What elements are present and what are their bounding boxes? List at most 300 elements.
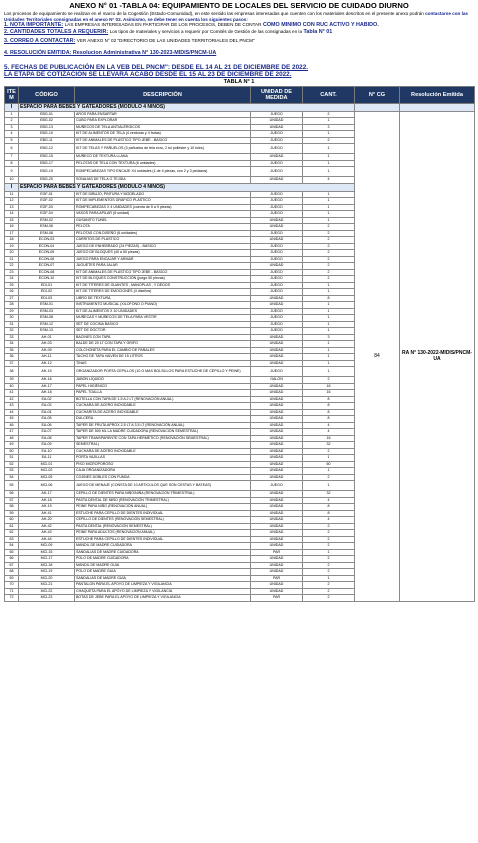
cell-item: 34 bbox=[5, 341, 19, 348]
cell-unidad: PAR bbox=[251, 595, 303, 602]
cell-cant: 1 bbox=[303, 282, 355, 289]
intro-paragraph bbox=[4, 11, 474, 22]
cell-descripcion: PEINE PARA NIÑO (RENOVACIÓN ANUAL) bbox=[75, 504, 251, 511]
header-unidad: UNIDAD DE MEDIDA bbox=[251, 86, 303, 103]
cell-cant: 1 bbox=[303, 347, 355, 354]
cell-unidad: UNIDAD bbox=[251, 237, 303, 244]
cell-codigo: MCI-01 bbox=[19, 461, 75, 468]
cell-unidad: JUEGO bbox=[251, 308, 303, 315]
cell-descripcion: SEMESTRAL) bbox=[75, 442, 251, 449]
cell-cant: 2 bbox=[303, 474, 355, 481]
cell-codigo: MCI-17 bbox=[19, 556, 75, 563]
section-1-label: 1. NOTA IMPORTANTE: bbox=[4, 22, 64, 29]
cell-descripcion: BALDE DE 20 LT CON TAPA Y GRIFO bbox=[75, 341, 251, 348]
cell-item: 36 bbox=[5, 354, 19, 361]
cell-descripcion: KIT DE TÍTERES DE EMOCIONES (4 diseños) bbox=[75, 289, 251, 296]
cell-cant: 32 bbox=[303, 442, 355, 449]
cell-descripcion: CUBO PARA EXPLORAR bbox=[75, 118, 251, 125]
cell-codigo: MCI-21 bbox=[19, 582, 75, 589]
cell-descripcion: PASTA DENTAL DE NIÑO (RENOVACIÓN TRIMESTRAL) bbox=[75, 497, 251, 504]
cell-cant: 2 bbox=[303, 111, 355, 118]
cell-codigo: ESM-03 bbox=[19, 308, 75, 315]
cell-codigo: EBG-20 bbox=[19, 177, 75, 184]
cell-cant: 2 bbox=[303, 256, 355, 263]
cell-descripcion: INSTRUMENTO MUSICAL (XILOFONO O PIANO) bbox=[75, 302, 251, 309]
cell-descripcion: BOTAS DE JEBE PARA EL APOYO DE LIMPIEZA Y VIGILANCIA bbox=[75, 595, 251, 602]
cell-codigo: AH-18 bbox=[19, 497, 75, 504]
cell-codigo: MCI-09 bbox=[19, 543, 75, 550]
cell-unidad: UNIDAD bbox=[251, 562, 303, 569]
table-body bbox=[5, 103, 475, 601]
section-2-bold: Tabla N° 01 bbox=[303, 28, 333, 35]
cell-cant: 1 bbox=[303, 308, 355, 315]
cell-cant: 16 bbox=[303, 435, 355, 442]
cell-codigo: EBG-12 bbox=[19, 144, 75, 154]
cell-unidad: UNIDAD bbox=[251, 435, 303, 442]
cell-unidad: UNIDAD bbox=[251, 461, 303, 468]
cell-descripcion: MUÑECOS DE TELA ANTIALÉRGICOS bbox=[75, 124, 251, 131]
cell-unidad: UNIDAD bbox=[251, 154, 303, 161]
cell-cant: 1 bbox=[303, 167, 355, 177]
cell-cant: 2 bbox=[303, 237, 355, 244]
cell-item: 2 bbox=[5, 118, 19, 125]
cell-descripcion: BACINES CON TAPA bbox=[75, 334, 251, 341]
cell-codigo: EA-08 bbox=[19, 435, 75, 442]
cell-codigo: MCI-22 bbox=[19, 588, 75, 595]
cell-item: 37 bbox=[5, 360, 19, 367]
cell-item: 16 bbox=[5, 224, 19, 231]
group-label: ESPACIO PARA BEBÉS Y GATEADORES (MODULO 4 NIÑOS) bbox=[19, 103, 355, 111]
table-header-row bbox=[5, 86, 475, 103]
cell-codigo: MCI-05 bbox=[19, 474, 75, 481]
cell-unidad: JUEGO bbox=[251, 276, 303, 283]
cell-descripcion: KIT DE DIBUJO, PINTURA Y MODELADO bbox=[75, 191, 251, 198]
cell-item: 11 bbox=[5, 191, 19, 198]
cell-item: 50 bbox=[5, 448, 19, 455]
cell-cant: 1 bbox=[303, 328, 355, 335]
cell-cant: 2 bbox=[303, 224, 355, 231]
cell-unidad: JUEGO bbox=[251, 256, 303, 263]
section-1-bold: COMO MINIMO CON RUC ACTIVO Y HABIDO. bbox=[262, 22, 379, 29]
cell-cant: 1 bbox=[303, 204, 355, 211]
cell-cant: 1 bbox=[303, 198, 355, 205]
cell-descripcion: CARRITOS DE PLÁSTICO bbox=[75, 237, 251, 244]
cell-item: 46 bbox=[5, 422, 19, 429]
cell-codigo: ECON-06 bbox=[19, 256, 75, 263]
cell-cant: 4 bbox=[303, 517, 355, 524]
cell-descripcion: AROS PARA ENSARTAR bbox=[75, 111, 251, 118]
cell-item: 23 bbox=[5, 269, 19, 276]
cell-unidad: JUEGO bbox=[251, 111, 303, 118]
cell-unidad: JUEGO bbox=[251, 321, 303, 328]
cell-item: 49 bbox=[5, 442, 19, 449]
intro-bold: contactarse con las Unidades Territoriales consignadas en el anexo N° 02. Asimismo, se debe tener en cuenta los siguientes pasos: bbox=[4, 11, 468, 22]
cell-unidad: JUEGO bbox=[251, 250, 303, 257]
cell-descripcion: DULCERA bbox=[75, 416, 251, 423]
header-resolucion: Resolución Emitida bbox=[400, 86, 475, 103]
cell-item: 55 bbox=[5, 481, 19, 491]
cell-cant: 16 bbox=[303, 383, 355, 390]
cell-cant: 1 bbox=[303, 131, 355, 138]
cell-descripcion: SONAJAS DE TELA O TEJIDA bbox=[75, 177, 251, 184]
cell-cant: 16 bbox=[303, 390, 355, 397]
cell-item: 39 bbox=[5, 377, 19, 384]
cell-codigo: MCI-20 bbox=[19, 575, 75, 582]
cell-unidad: UNIDAD bbox=[251, 224, 303, 231]
group-item: I bbox=[5, 183, 19, 191]
cell-item: 5 bbox=[5, 137, 19, 144]
cell-item: 62 bbox=[5, 530, 19, 537]
cell-item: 6 bbox=[5, 144, 19, 154]
cell-codigo: EA-06 bbox=[19, 422, 75, 429]
document-title: ANEXO N° 01 -TABLA 04: EQUIPAMIENTO DE LOCALES DEL SERVICIO DE CUIDADO DIURNO bbox=[69, 1, 409, 10]
cell-codigo: AH-01 bbox=[19, 334, 75, 341]
cell-cant: 2 bbox=[303, 243, 355, 250]
cell-descripcion: KIT DE BLOQUES CONSTRUCCIÓN (juego 50 piezas) bbox=[75, 276, 251, 283]
cell-unidad: UNIDAD bbox=[251, 569, 303, 576]
cell-unidad: UNIDAD bbox=[251, 334, 303, 341]
cell-cant: 4 bbox=[303, 497, 355, 504]
cell-cant: 4 bbox=[303, 177, 355, 184]
cell-cant: 4 bbox=[303, 422, 355, 429]
cell-codigo: MCI-15 bbox=[19, 549, 75, 556]
cell-codigo: MCI-23 bbox=[19, 595, 75, 602]
cell-descripcion: SANDALIAS DE MADRE CUIDADORA bbox=[75, 549, 251, 556]
cell-codigo: EGF-02 bbox=[19, 198, 75, 205]
cell-item: 41 bbox=[5, 390, 19, 397]
cell-cant: 2 bbox=[303, 523, 355, 530]
cell-descripcion: CHAQUETA PARA EL APOYO DE LIMPIEZA Y VIGILANCIA bbox=[75, 588, 251, 595]
cell-cant: 2 bbox=[303, 276, 355, 283]
cell-codigo: ECON-07 bbox=[19, 263, 75, 270]
cell-descripcion: KIT DE TELAS Y PAÑUELOS (3 pañuelos de tela ecru, 2 tul poliéster y 10 tules) bbox=[75, 144, 251, 154]
header-item: ITE M bbox=[5, 86, 19, 103]
cell-codigo: ECON-08 bbox=[19, 269, 75, 276]
cell-descripcion: TINAS bbox=[75, 360, 251, 367]
cell-unidad: UNIDAD bbox=[251, 556, 303, 563]
cell-item: 4 bbox=[5, 131, 19, 138]
cell-cant: 8 bbox=[303, 295, 355, 302]
cell-unidad: JUEGO bbox=[251, 131, 303, 138]
cell-item: 52 bbox=[5, 461, 19, 468]
cell-item: 15 bbox=[5, 217, 19, 224]
cell-cant: 1 bbox=[303, 455, 355, 462]
cell-cant: 1 bbox=[303, 211, 355, 218]
cell-unidad: UNIDAD bbox=[251, 491, 303, 498]
cell-codigo: ECON-05 bbox=[19, 250, 75, 257]
cell-descripcion: TAPER TRANSPARENTE CON TAPA HERMÉTICO (RENOVACIÓN SEMESTRAL) bbox=[75, 435, 251, 442]
cell-item: 33 bbox=[5, 334, 19, 341]
cell-unidad: UNIDAD bbox=[251, 543, 303, 550]
group-row bbox=[5, 103, 475, 111]
cell-item: 7 bbox=[5, 154, 19, 161]
cell-descripcion: ORGANIZADOR PORTA CEPILLOS (10 O MAS BOLSILLOS PARA ESTUCHE DE CEPILLO Y PEINE) bbox=[75, 367, 251, 377]
cell-item: 19 bbox=[5, 243, 19, 250]
cell-unidad: JUEGO bbox=[251, 481, 303, 491]
cell-cant: 1 bbox=[303, 302, 355, 309]
cell-cant: 1 bbox=[303, 154, 355, 161]
cell-codigo: MCI-18 bbox=[19, 562, 75, 569]
cell-unidad: UNIDAD bbox=[251, 177, 303, 184]
cell-unidad: UNIDAD bbox=[251, 504, 303, 511]
cell-item: 66 bbox=[5, 556, 19, 563]
cell-item: 30 bbox=[5, 315, 19, 322]
cell-codigo: EDI-02 bbox=[19, 289, 75, 296]
cell-item: 51 bbox=[5, 455, 19, 462]
cell-unidad: UNIDAD bbox=[251, 416, 303, 423]
cell-cant: 8 bbox=[303, 504, 355, 511]
header-cant: CANT. bbox=[303, 86, 355, 103]
cell-descripcion: KIT DE ANIMALES DE PLÁSTICO TIPO JEBE - BÁSICO bbox=[75, 137, 251, 144]
cell-cant: 1 bbox=[303, 118, 355, 125]
cell-codigo: ECON-03 bbox=[19, 237, 75, 244]
cell-descripcion: KIT DE TÍTERES DE GUANTES , MANOPLAS , Y DEDOS bbox=[75, 282, 251, 289]
cell-item: 59 bbox=[5, 510, 19, 517]
group-resolucion bbox=[400, 103, 475, 111]
cell-item: 25 bbox=[5, 282, 19, 289]
cell-unidad: UNIDAD bbox=[251, 455, 303, 462]
cell-codigo: AH-11 bbox=[19, 354, 75, 361]
cell-unidad: JUEGO bbox=[251, 328, 303, 335]
header-codigo: CÓDIGO bbox=[19, 86, 75, 103]
cell-item: 43 bbox=[5, 403, 19, 410]
cell-item: 65 bbox=[5, 549, 19, 556]
cell-item: 40 bbox=[5, 383, 19, 390]
cell-cant: 1 bbox=[303, 360, 355, 367]
cell-descripcion: POLO DE MADRE CUIDADORA bbox=[75, 556, 251, 563]
cell-cant: 60 bbox=[303, 461, 355, 468]
cell-item: 70 bbox=[5, 582, 19, 589]
cell-unidad: UNIDAD bbox=[251, 497, 303, 504]
cell-descripcion: CUCHARA DE ACERO INOXIDABLE bbox=[75, 448, 251, 455]
cell-cant: 2 bbox=[303, 230, 355, 237]
cell-cant: 1 bbox=[303, 160, 355, 167]
cell-unidad: UNIDAD bbox=[251, 474, 303, 481]
cell-resolucion: RA N° 130-2022-MIDIS/PNCM-UA bbox=[400, 111, 475, 601]
cell-item: 71 bbox=[5, 588, 19, 595]
cell-unidad: JUEGO bbox=[251, 315, 303, 322]
section-2 bbox=[4, 29, 474, 35]
cell-cant: 2 bbox=[303, 595, 355, 602]
cell-cant: 8 bbox=[303, 396, 355, 403]
cell-codigo: EA-07 bbox=[19, 429, 75, 436]
cell-unidad: UNIDAD bbox=[251, 341, 303, 348]
section-5-line-1: 5. FECHAS DE PUBLICACIÓN EN LA VEB DEL PNCM": DESDE EL 14 AL 21 DE DICIEMBRE DE 2022. bbox=[4, 63, 309, 71]
cell-cant: 8 bbox=[303, 403, 355, 410]
cell-unidad: JUEGO bbox=[251, 167, 303, 177]
cell-item: 1 bbox=[5, 111, 19, 118]
cell-item: 57 bbox=[5, 497, 19, 504]
document-page bbox=[4, 1, 474, 602]
cell-unidad: UNIDAD bbox=[251, 510, 303, 517]
cell-cant: 3 bbox=[303, 124, 355, 131]
cell-codigo: ESM-01 bbox=[19, 302, 75, 309]
cell-ncg: 84 bbox=[355, 111, 400, 601]
cell-item: 58 bbox=[5, 504, 19, 511]
cell-codigo: EBG-10 bbox=[19, 131, 75, 138]
cell-unidad: UNIDAD bbox=[251, 302, 303, 309]
cell-unidad: JUEGO bbox=[251, 160, 303, 167]
cell-codigo: EA-02 bbox=[19, 396, 75, 403]
cell-unidad: UNIDAD bbox=[251, 409, 303, 416]
cell-codigo: ECON-04 bbox=[19, 243, 75, 250]
cell-item: 14 bbox=[5, 211, 19, 218]
cell-descripcion: PAPEL HIGIÉNICO bbox=[75, 383, 251, 390]
cell-unidad: JUEGO bbox=[251, 204, 303, 211]
cell-descripcion: KIT DE ALIMENTOS DE TELA (4 verduras y 4 frutas) bbox=[75, 131, 251, 138]
cell-item: 18 bbox=[5, 237, 19, 244]
cell-descripcion: PAPEL TOALLA bbox=[75, 390, 251, 397]
cell-item: 68 bbox=[5, 569, 19, 576]
cell-unidad: JUEGO bbox=[251, 211, 303, 218]
cell-descripcion: MANDIL DE MADRE GUIA bbox=[75, 562, 251, 569]
cell-codigo: MCI-02 bbox=[19, 468, 75, 475]
section-5 bbox=[4, 64, 474, 79]
cell-codigo: ESM-08 bbox=[19, 315, 75, 322]
cell-cant: 32 bbox=[303, 491, 355, 498]
cell-cant: 3 bbox=[303, 334, 355, 341]
cell-unidad: UNIDAD bbox=[251, 360, 303, 367]
section-3 bbox=[4, 38, 474, 44]
cell-item: 54 bbox=[5, 474, 19, 481]
cell-cant: 1 bbox=[303, 468, 355, 475]
cell-item: 17 bbox=[5, 230, 19, 237]
cell-cant: 1 bbox=[303, 217, 355, 224]
cell-cant: 2 bbox=[303, 543, 355, 550]
cell-descripcion: COLCHONETA PARA EL CAMBIO DE PAÑALES bbox=[75, 347, 251, 354]
cell-unidad: UNIDAD bbox=[251, 523, 303, 530]
cell-codigo: EGF-03 bbox=[19, 204, 75, 211]
cell-unidad: UNIDAD bbox=[251, 517, 303, 524]
cell-item: 42 bbox=[5, 396, 19, 403]
cell-unidad: UNIDAD bbox=[251, 124, 303, 131]
cell-unidad: UNIDAD bbox=[251, 588, 303, 595]
cell-codigo: ESM-08 bbox=[19, 230, 75, 237]
cell-unidad: JUEGO bbox=[251, 144, 303, 154]
cell-codigo: EBG-13 bbox=[19, 124, 75, 131]
cell-unidad: JUEGO bbox=[251, 230, 303, 237]
cell-codigo: AH-19 bbox=[19, 504, 75, 511]
cell-unidad: UNIDAD bbox=[251, 390, 303, 397]
cell-codigo: EA-11 bbox=[19, 455, 75, 462]
cell-codigo: AH-41 bbox=[19, 510, 75, 517]
cell-descripcion: GUSANITO TUNEL bbox=[75, 217, 251, 224]
cell-unidad: UNIDAD bbox=[251, 582, 303, 589]
group-ncg bbox=[355, 103, 400, 111]
cell-codigo: EA-03 bbox=[19, 403, 75, 410]
cell-cant: 2 bbox=[303, 588, 355, 595]
cell-unidad: PAR bbox=[251, 575, 303, 582]
cell-cant: 1 bbox=[303, 549, 355, 556]
cell-descripcion: KIT DE IMPLEMENTOS GRÁFICO PLÁSTICO bbox=[75, 198, 251, 205]
cell-cant: 1 bbox=[303, 315, 355, 322]
cell-unidad: UNIDAD bbox=[251, 403, 303, 410]
cell-codigo: ESM-13 bbox=[19, 328, 75, 335]
cell-descripcion: CUCHARA DE ACERO INOXIDABLE bbox=[75, 403, 251, 410]
cell-codigo: AH-09 bbox=[19, 347, 75, 354]
cell-descripcion: JUEGO PARA ENCAJAR Y ARMAR bbox=[75, 256, 251, 263]
cell-descripcion: SANDALIAS DE MADRE GUIA bbox=[75, 575, 251, 582]
cell-codigo: EA-04 bbox=[19, 409, 75, 416]
cell-unidad: UNIDAD bbox=[251, 295, 303, 302]
cell-descripcion: JUEGO DE MENAJE (CONSTA DE 10 ARTICULOS QUE SON CESTAS Y BATEAS) bbox=[75, 481, 251, 491]
cell-cant: 1 bbox=[303, 341, 355, 348]
cell-descripcion: PEINE PARA ADULTOS (RENOVACIÓN ANUAL) bbox=[75, 530, 251, 537]
header-ncg: N° CG bbox=[355, 86, 400, 103]
cell-descripcion: PELOTAS DE TELA CON TEXTURA (6 unidades) bbox=[75, 160, 251, 167]
cell-item: 56 bbox=[5, 491, 19, 498]
cell-codigo: MCI-06 bbox=[19, 481, 75, 491]
cell-unidad: JUEGO bbox=[251, 198, 303, 205]
cell-codigo: EDI-01 bbox=[19, 282, 75, 289]
cell-cant: 1 bbox=[303, 354, 355, 361]
cell-unidad: UNIDAD bbox=[251, 118, 303, 125]
cell-descripcion: PELOTAS CON DISEÑO (6 unidades) bbox=[75, 230, 251, 237]
cell-item: 63 bbox=[5, 536, 19, 543]
cell-unidad: UNIDAD bbox=[251, 217, 303, 224]
cell-cant: 4 bbox=[303, 429, 355, 436]
cell-cant: 8 bbox=[303, 416, 355, 423]
cell-unidad: JUEGO bbox=[251, 243, 303, 250]
cell-descripcion: SET DE COCINA BÁSICO bbox=[75, 321, 251, 328]
cell-unidad: UNIDAD bbox=[251, 468, 303, 475]
cell-codigo: EDI-03 bbox=[19, 295, 75, 302]
section-4: 4. RESOLUCIÓN EMITIDA: Resolucion Administrativa N° 130-2023-MIDIS/PNCM-UA bbox=[4, 50, 217, 57]
cell-unidad: JUEGO bbox=[251, 191, 303, 198]
cell-unidad: JUEGO bbox=[251, 282, 303, 289]
cell-item: 48 bbox=[5, 435, 19, 442]
cell-item: 24 bbox=[5, 276, 19, 283]
cell-descripcion: MANDIL DE MADRE CUIDADORA bbox=[75, 543, 251, 550]
cell-cant: 2 bbox=[303, 569, 355, 576]
cell-unidad: UNIDAD bbox=[251, 354, 303, 361]
cell-item: 61 bbox=[5, 523, 19, 530]
cell-codigo: EBG-01 bbox=[19, 111, 75, 118]
cell-descripcion: TAPER DE FRUTA APROX 2.5 LT A 3.5 LT (RENOVACIÓN ANUAL) bbox=[75, 422, 251, 429]
cell-codigo: AH-16 bbox=[19, 377, 75, 384]
cell-codigo: AH-42 bbox=[19, 523, 75, 530]
cell-descripcion: JUEGO DE BLOQUES (40 a 50 piezas) bbox=[75, 250, 251, 257]
cell-unidad: UNIDAD bbox=[251, 263, 303, 270]
cell-descripcion: KIT DE ALIMENTOS X 10 UNIDADES bbox=[75, 308, 251, 315]
cell-descripcion: ESTUCHE PARA CEPILLO DE DIENTES INDIVIDUAL bbox=[75, 536, 251, 543]
cell-item: 69 bbox=[5, 575, 19, 582]
cell-item: 35 bbox=[5, 347, 19, 354]
cell-descripcion: MUÑECO DE TEXTURA LLANA bbox=[75, 154, 251, 161]
group-label: ESPACIO PARA BEBES Y GATEADORES (MODULO 4 NIÑOS) bbox=[19, 183, 355, 191]
cell-cant: 2 bbox=[303, 536, 355, 543]
cell-codigo: ESM-02 bbox=[19, 217, 75, 224]
cell-cant: 1 bbox=[303, 289, 355, 296]
cell-item: 8 bbox=[5, 160, 19, 167]
cell-item: 45 bbox=[5, 416, 19, 423]
cell-codigo: AH-03 bbox=[19, 341, 75, 348]
cell-descripcion: PORTA VAJILLAS bbox=[75, 455, 251, 462]
cell-cant: 2 bbox=[303, 448, 355, 455]
cell-unidad: UNIDAD bbox=[251, 448, 303, 455]
cell-item: 44 bbox=[5, 409, 19, 416]
cell-codigo: AH-12 bbox=[19, 360, 75, 367]
cell-descripcion: CEPILLO DE DIENTES PARA NIÑO/NIÑA (RENOVACIÓN TRIMESTRAL) bbox=[75, 491, 251, 498]
cell-unidad: UNIDAD bbox=[251, 536, 303, 543]
cell-item: 9 bbox=[5, 167, 19, 177]
cell-item: 12 bbox=[5, 198, 19, 205]
cell-cant: 1 bbox=[303, 191, 355, 198]
cell-codigo: EBG-19 bbox=[19, 167, 75, 177]
cell-cant: 1 bbox=[303, 321, 355, 328]
cell-unidad: JUEGO bbox=[251, 367, 303, 377]
cell-unidad: UNIDAD bbox=[251, 396, 303, 403]
